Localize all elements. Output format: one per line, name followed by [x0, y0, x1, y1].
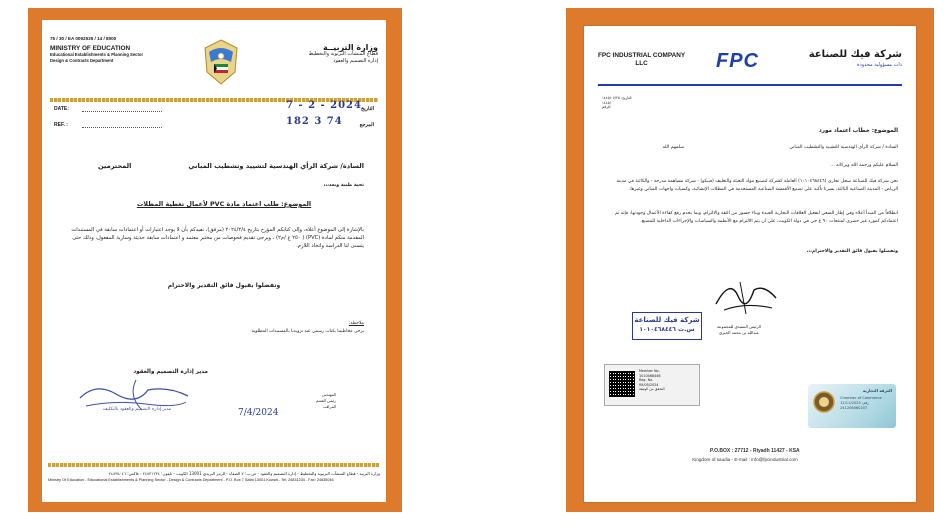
date-label: DATE:	[54, 106, 69, 112]
qr-code-icon	[609, 371, 635, 397]
greeting: تحية طيبة وبعد،،،	[323, 183, 364, 188]
ref-dotted-line	[82, 127, 162, 128]
stamp-company-name: شركة فيك للصناعة	[634, 316, 700, 324]
company-name-en-line2: LLC	[635, 60, 648, 67]
header-rule	[598, 84, 902, 86]
letter-footer	[48, 463, 380, 482]
department-name-ar: إدارة التصميم والعقود	[333, 58, 378, 64]
footer-arabic: وزارة التربية - قطاع المنشآت التربوية والتخطيط - إدارة التصميم والعقود - ص.ب: ٧ الصفاة - الرمز البريدي 13001 الكويت - تلفون: ٢٤٨٣١٢٣٤ - فاكس: ٢٤٨٣٥٠٤٦	[108, 471, 380, 476]
verification-card	[604, 364, 700, 406]
addressee: السادة / شركة الرأي الهندسية للتشييد والتشطيب المباني	[789, 145, 898, 150]
header-english	[50, 46, 143, 64]
stamp-cr-number: س.ت ١٠١٠٤٦٨٤٤٦	[639, 326, 695, 333]
letter-body: بالإشارة إلى الموضوع أعلاه، وإلى كتابكم المؤرخ بتاريخ ٢٠٢٤/٢/٤ (مرفق)، نفيدكم بأن لا يوجد اعتبارات أو اعتمادات سابقة في المستندات المقدمة منكم لمادة (PVC) ( ٢٥٠ غ /م٢) ، ويرجى تقديم فحوصات من مختبر معتمد و اعتمادات سابقة حديثة وسارية المفعول، وذلك حتى يتسنى لنا الدراسة واتخاذ اللازم.	[71, 227, 364, 249]
chamber-details	[840, 396, 892, 411]
card-line-1: Member No.	[639, 369, 660, 373]
company-name-en	[598, 52, 685, 68]
ministry-name-ar: وزارة التربيــة	[322, 43, 378, 52]
letter-header	[50, 36, 378, 94]
footer-english: Ministry Of Education - Educational Establishments & Planning Sector - Design & Contracts Department - P.O. Box 7 Safat 13001 Kuwait - Tel: 24831234 - Fax: 24835046	[48, 478, 334, 482]
company-name-ar: شركة فيك للصناعة	[808, 49, 902, 60]
company-stamp	[632, 312, 702, 340]
ref-label: REF. :	[54, 122, 68, 128]
company-name-en-line1: FPC INDUSTRIAL COMPANY	[598, 52, 686, 59]
card-line-4: 09/05/2024	[639, 382, 659, 387]
date-label-ar: التاريخ	[361, 106, 374, 112]
paragraph-2: انطلاقاً من المبدأ أعلاه وفي إطار السعي لتفعيل العلاقات التجارية الجيدة وبناء جسور من الثقة والالتزام، وبما يخدم رفع كفاءة الأعمال وجودتها، فإنه تم اعتمادكم كمورد غير حصري لمنتجات ٩٠ غ جي في دولة الكويت، على ان يتم الالتزام مع الأنظمة والسياسات والإجراءات الداخلية للمصنع.	[614, 211, 898, 224]
initials-label-1: المهندس	[322, 392, 336, 397]
fpc-logo: FPC	[716, 50, 759, 72]
signer-title: مدير إدارة التصميم والعقود	[133, 369, 208, 375]
initials-date: 7/4/2024	[238, 408, 279, 418]
honorific: سلمهم الله	[662, 145, 684, 150]
greeting: السلام عليكم ورحمة الله وبركاته ...	[830, 163, 898, 168]
closing: وتفضلوا بقبول فائق التقدير والاحترام	[167, 282, 281, 289]
card-text	[639, 369, 697, 392]
date-block: التاريخ: ١٤٤٥/٠٧/٢٥ ١٤٤٥/ الرقم:	[602, 96, 632, 110]
chamber-certificate	[808, 384, 896, 428]
addressee: السادة/ شركة الرأي الهندسية لتشييد وتشطيب المباني	[188, 162, 364, 170]
signer-title: الرئيس التنفيذي للمجموعة	[716, 324, 762, 329]
chamber-title: الغرفة التجارية	[862, 388, 892, 393]
kuwait-emblem-icon	[201, 38, 241, 86]
right-document-frame	[566, 8, 934, 512]
signer-name: عبدالله بن محمد الخيري	[718, 330, 760, 335]
subject: الموضوع: طلب اعتماد مادة PVC لأعمال تغطية المظلات	[136, 200, 312, 208]
chamber-line-3: 241206060207	[840, 406, 868, 410]
fpc-header	[598, 50, 902, 80]
left-document-frame	[28, 8, 402, 512]
paragraph-1: نحن شركة فيك للصناعة سجل تجاري (١٠١٠٤٦٨٤٤٦) العاملة كشركة لتصنيع مواد التعبئة والتغليف (فيبكو) - شركة مساهمة مدرجة - والكائنة في مدينة الرياض - المدينة الصناعية الثالثة، يسرنا تأكيد على تصنيع الأقمشة الصناعية المستخدمة في المظلات الإنشائية، وكسيات واجهات المباني وغيرها.	[616, 179, 898, 192]
chamber-seal-icon	[812, 390, 836, 414]
sector-name-ar: قطاع المنشآت التربوية والتخطيط	[308, 51, 378, 57]
initials-label-3: المراقب	[322, 404, 336, 409]
note-label: ملاحظة:	[348, 321, 364, 326]
footer-address: P.O.BOX : 27712 - Riyadh 11427 - KSA	[710, 448, 800, 454]
honorific: المحترمين	[98, 162, 132, 170]
footer-email: Kingdom of saudia - E-mail : info@fpcindustrial.com	[692, 457, 798, 462]
reference-code: 75 / 30 / EA 0092535 / 14 / 8000	[50, 36, 117, 41]
signer-block	[694, 324, 784, 336]
ministry-name-en: MINISTRY OF EDUCATION	[50, 45, 131, 52]
ref-label-ar: المرجع	[359, 122, 374, 128]
black-signature-icon	[710, 274, 782, 318]
card-line-5: التحقق من الوثيقة	[639, 387, 665, 392]
initials-block	[276, 392, 336, 410]
header-arabic	[309, 44, 378, 65]
signature-stamp-text: مدير إدارة التصميم والعقود بالتكليف	[102, 407, 172, 412]
note-text: يرجى مخاطبتنا بكتاب رسمي عند تزويدنا بالمستندات المطلوبة.	[250, 329, 364, 334]
company-name-ar-block	[809, 50, 902, 70]
card-line-2: 1010468446	[639, 373, 661, 378]
chamber-line-2: رقم: 12/11/2023	[840, 401, 869, 405]
date-dotted-line	[82, 111, 162, 112]
closing: وتفضلوا بقبول فائق التقدير والاحترام،،،	[806, 249, 898, 254]
fpc-letter	[584, 26, 916, 502]
chamber-line-1: Chamber of Commerce	[840, 396, 882, 400]
card-line-3: Reg. No.	[639, 378, 654, 383]
sector-name-en: Educational Establishments & Planning Sector	[50, 52, 144, 57]
subject: الموضوع: خطاب اعتماد مورد	[818, 128, 898, 134]
ministry-letter	[42, 20, 386, 502]
initials-label-2: رئيس القسم	[315, 398, 336, 403]
department-name-en: Design & Contracts Department	[50, 58, 114, 63]
date-handwritten: 7 - 2 - 2024	[286, 100, 362, 111]
company-type-ar: ذات مسؤولية محدودة	[856, 62, 902, 68]
ref-handwritten: 182 3 74	[286, 116, 343, 127]
footer-ornament-band	[48, 463, 380, 467]
